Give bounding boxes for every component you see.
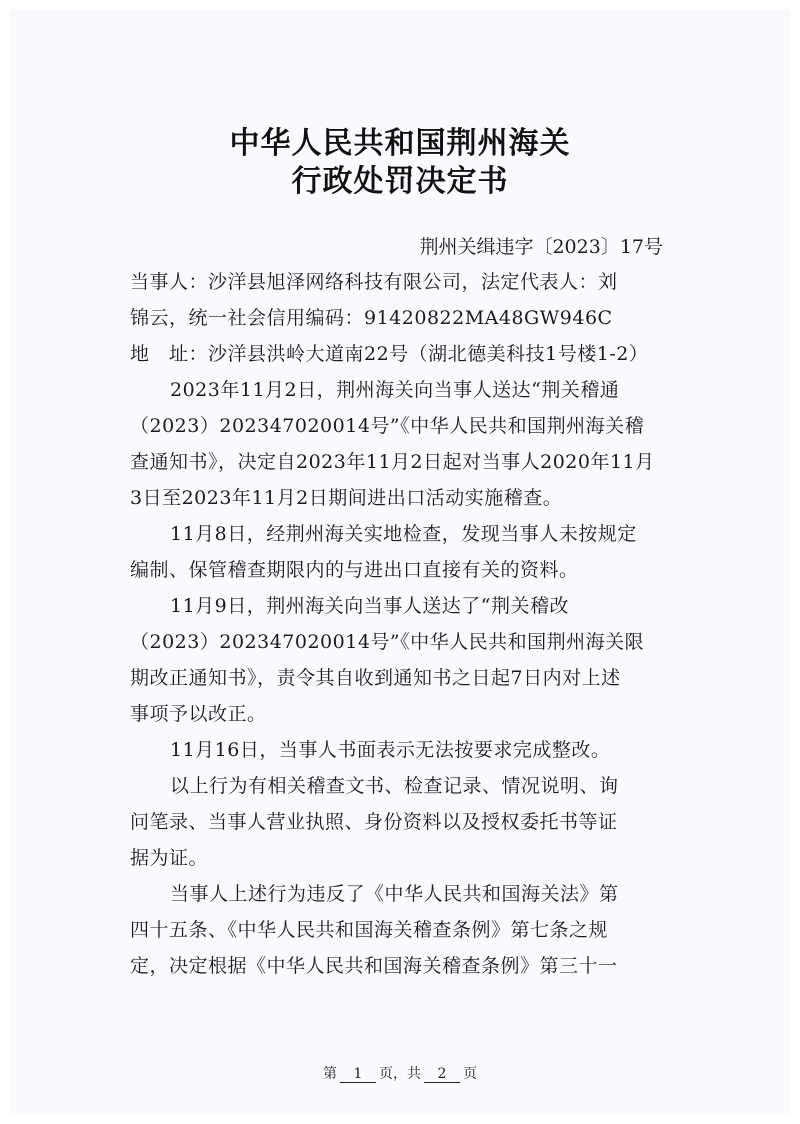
footer-suffix: 页 xyxy=(463,1066,477,1082)
address-line: 地 址：沙洋县洪岭大道南22号（湖北德美科技1号楼1-2） xyxy=(130,343,649,365)
footer-middle: 页，共 xyxy=(379,1066,421,1082)
party-line-cont: 锦云，统一社会信用编码：91420822MA48GW946C xyxy=(130,307,613,329)
paragraph-line: 据为证。 xyxy=(130,847,209,869)
current-page-number: 1 xyxy=(340,1066,376,1083)
document-title-line1: 中华人民共和国荆州海关 xyxy=(229,126,571,161)
page-footer xyxy=(0,1063,800,1083)
document-title-line2: 行政处罚决定书 xyxy=(291,164,509,199)
paragraph-line: 11月16日，当事人书面表示无法按要求完成整改。 xyxy=(170,739,611,761)
paragraph-line: 3日至2023年11月2日期间进出口活动实施稽查。 xyxy=(130,487,563,509)
paragraph-line: （2023）202347020014号”《中华人民共和国荆州海关稽 xyxy=(130,415,645,437)
paragraph-line: 查通知书》，决定自2023年11月2日起对当事人2020年11月 xyxy=(130,451,655,473)
total-pages-number: 2 xyxy=(424,1066,460,1083)
paragraph-line: 2023年11月2日，荆州海关向当事人送达“荆关稽通 xyxy=(170,379,620,401)
paragraph-line: 期改正通知书》，责令其自收到通知书之日起7日内对上述 xyxy=(130,667,621,689)
paragraph-line: （2023）202347020014号”《中华人民共和国荆州海关限 xyxy=(130,631,645,653)
paragraph-line: 以上行为有相关稽查文书、检查记录、情况说明、询 xyxy=(170,775,619,797)
paragraph-line: 四十五条、《中华人民共和国海关稽查条例》第七条之规 xyxy=(130,919,609,941)
paragraph-line: 当事人上述行为违反了《中华人民共和国海关法》第 xyxy=(170,883,619,905)
paragraph-line: 定，决定根据《中华人民共和国海关稽查条例》第三十一 xyxy=(130,955,618,977)
paragraph-line: 问笔录、当事人营业执照、身份资料以及授权委托书等证 xyxy=(130,811,618,833)
paragraph-line: 事项予以改正。 xyxy=(130,703,267,725)
paragraph-line: 11月9日，荆州海关向当事人送达了“荆关稽改 xyxy=(170,595,569,617)
party-line: 当事人：沙洋县旭泽网络科技有限公司，法定代表人：刘 xyxy=(130,271,618,293)
paragraph-line: 11月8日，经荆州海关实地检查，发现当事人未按规定 xyxy=(170,523,637,545)
document-number: 荆州关缉违字〔2023〕17号 xyxy=(419,236,663,258)
paragraph-line: 编制、保管稽查期限内的与进出口直接有关的资料。 xyxy=(130,559,579,581)
footer-prefix: 第 xyxy=(323,1066,337,1082)
